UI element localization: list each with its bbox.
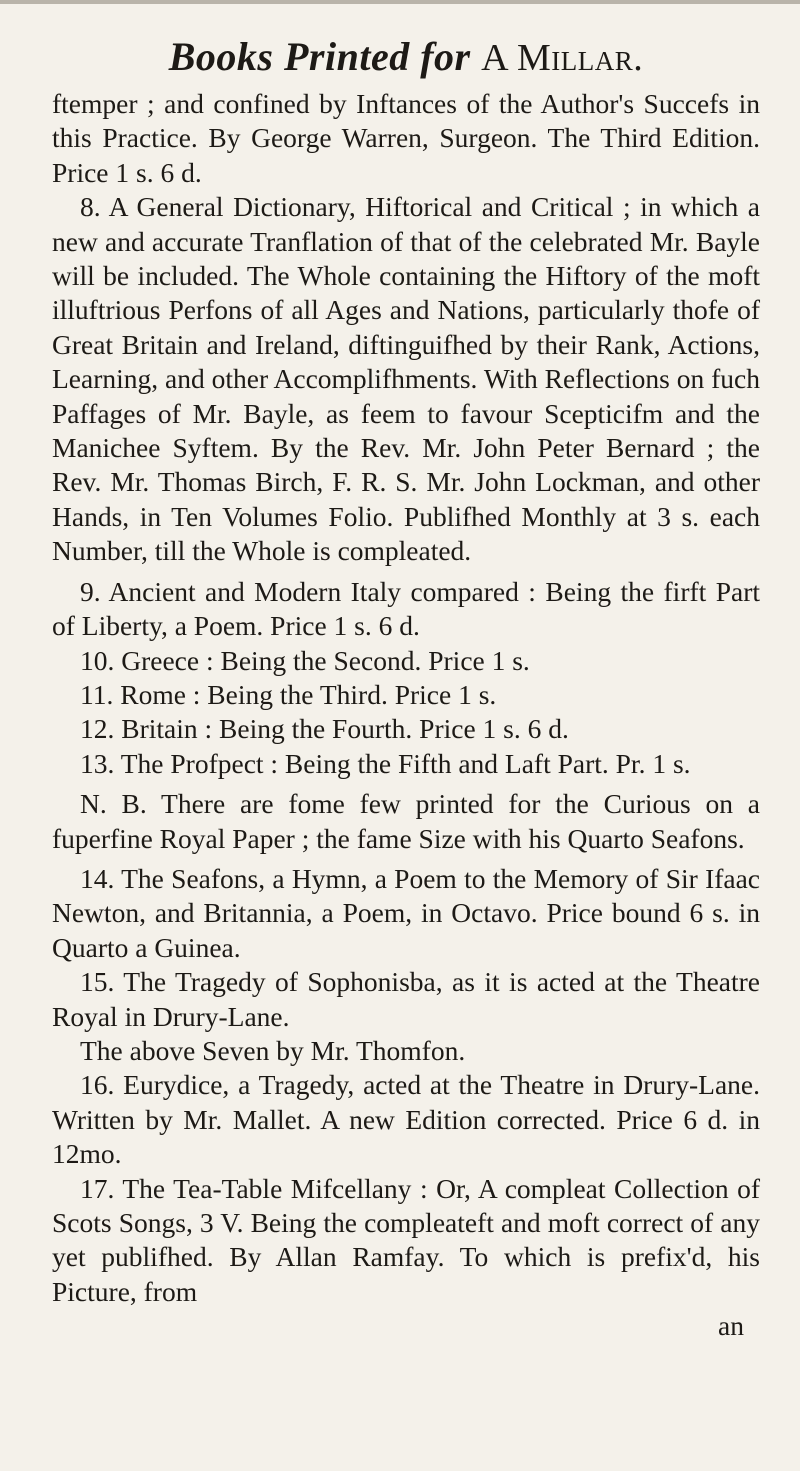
nota-bene: N. B. There are fome few printed for the Curious on a fuperfine Royal Paper ; the fame Size with his Quarto Seafons. [52, 788, 760, 854]
page-top-rule [0, 0, 800, 4]
running-title-name: A Millar. [481, 37, 644, 79]
entry-8: 8. A General Dictionary, Hiftorical and Critical ; in which a new and accurate Tranflation of that of the celebrated Mr. Bayle will be included. The Whole containing the Hiftory of the moft illuftrious Perfons of all Ages and Nations, particularly thofe of Great Britain and Ireland, diftinguifhed by their Rank, Actions, Learning, and other Accomplifhments. With Reflections on fuch Paffages of Mr. Bayle, as feem to favour Scepticifm and the Manichee Syftem. By the Rev. Mr. John Peter Bernard ; the Rev. Mr. Thomas Birch, F. R. S. Mr. John Lockman, and other Hands, in Ten Volumes Folio. Publifhed Monthly at 3 s. each Number, till the Whole is compleated. [52, 191, 760, 567]
running-title-italic: Books Printed for [168, 34, 471, 79]
entry-17: 17. The Tea-Table Mifcellany : Or, A compleat Collection of Scots Songs, 3 V. Being the compleateft and moft correct of any yet publifhed. By Allan Ramfay. To which is prefix'd, his Picture, from [52, 1172, 760, 1307]
entry-16: 16. Eurydice, a Tragedy, acted at the Theatre in Drury-Lane. Written by Mr. Mallet. A new Edition corrected. Price 6 d. in 12mo. [52, 1069, 760, 1170]
entry-9: 9. Ancient and Modern Italy compared : Being the firft Part of Liberty, a Poem. Price 1 s. 6 d. [52, 575, 760, 642]
entry-15-attribution: The above Seven by Mr. Thomfon. [80, 1034, 466, 1066]
running-head [52, 34, 760, 81]
entry-13: 13. The Profpect : Being the Fifth and Laft Part. Pr. 1 s. [80, 747, 691, 779]
entry-10: 10. Greece : Being the Second. Price 1 s. [80, 644, 530, 676]
entry-14: 14. The Seafons, a Hymn, a Poem to the Memory of Sir Ifaac Newton, and Britannia, a Poem, in Octavo. Price bound 6 s. in Quarto a Guinea. [52, 862, 760, 963]
entry-15: 15. The Tragedy of Sophonisba, as it is acted at the Theatre Royal in Drury-Lane. [52, 966, 760, 1032]
entry-7-continuation: ftemper ; and confined by Inftances of the Author's Succefs in this Practice. By George Warren, Surgeon. The Third Edition. Price 1 s. 6 d. [52, 88, 760, 188]
entry-11: 11. Rome : Being the Third. Price 1 s. [80, 678, 497, 710]
entry-12: 12. Britain : Being the Fourth. Price 1 s. 6 d. [80, 713, 569, 745]
catchword: an [718, 1310, 744, 1342]
